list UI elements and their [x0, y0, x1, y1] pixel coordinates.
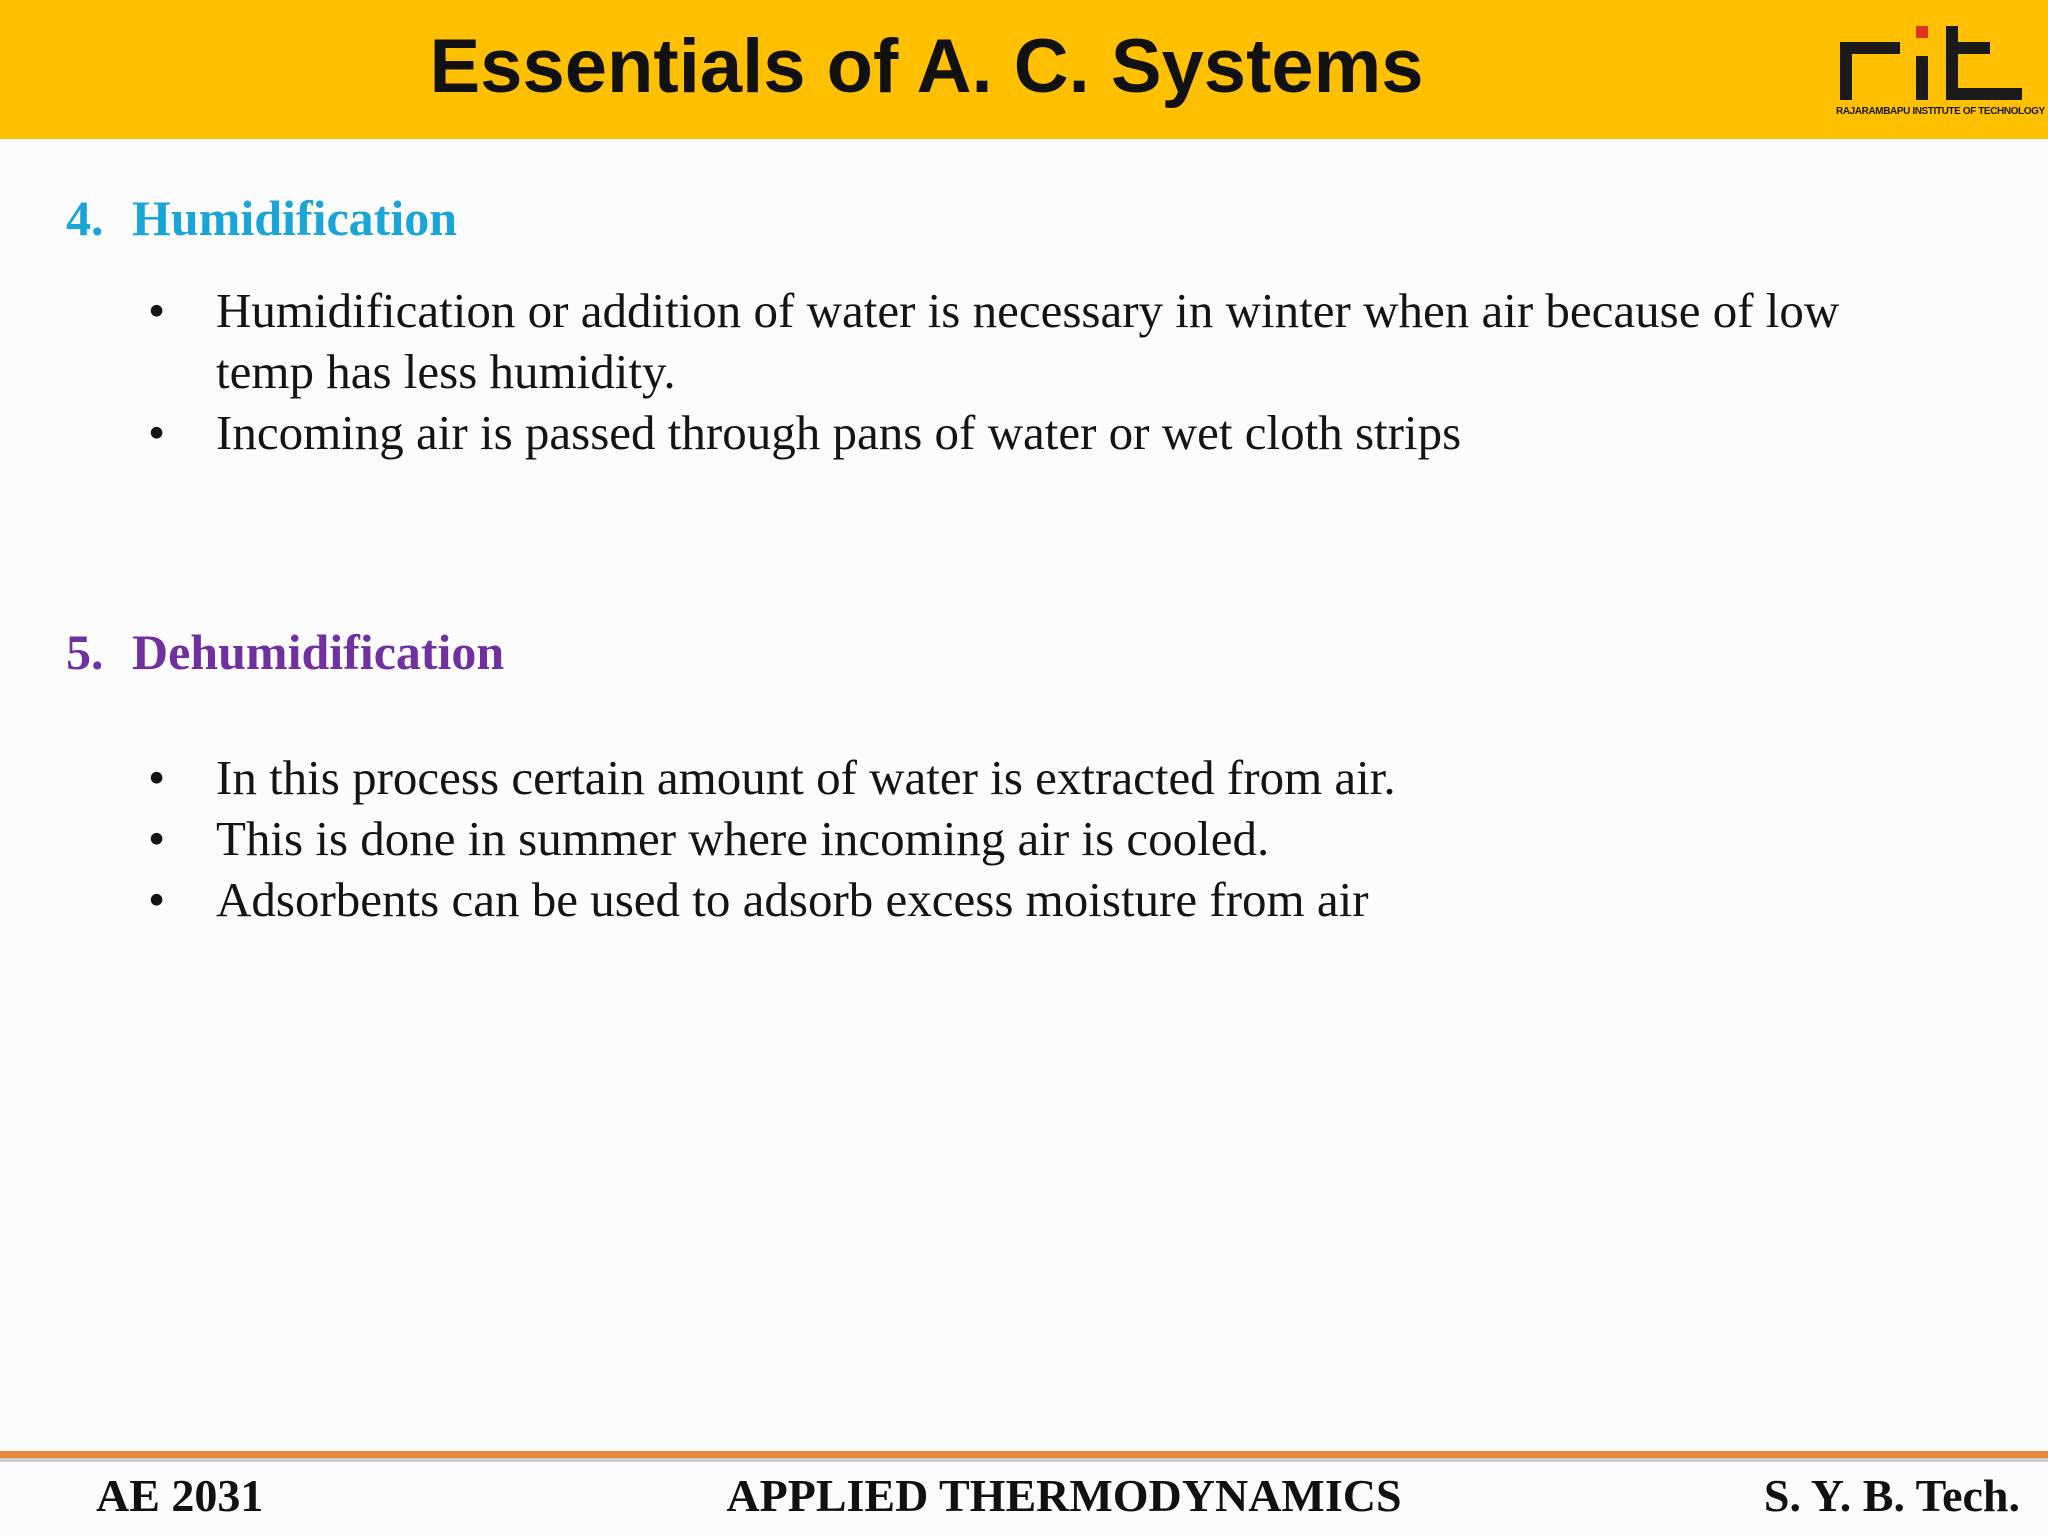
slide-title: Essentials of A. C. Systems: [429, 24, 1424, 109]
section-title: Dehumidification: [132, 624, 505, 680]
dehumidification-bullet-list: [148, 747, 1856, 930]
section-number: 4.: [66, 190, 104, 246]
bullet-icon: •: [148, 811, 166, 866]
list-item-text: This is done in summer where incoming air is cooled.: [216, 811, 1270, 866]
list-item-text: Humidification or addition of water is necessary in winter when air because of low temp has less humidity.: [216, 283, 1840, 399]
footer-course-code: AE 2031: [96, 1470, 264, 1521]
list-item-text: Incoming air is passed through pans of water or wet cloth strips: [216, 405, 1462, 460]
section-number: 5.: [66, 624, 104, 680]
list-item: [148, 747, 1856, 808]
footer-class: S. Y. B. Tech.: [1763, 1470, 2020, 1521]
section-heading-dehumidification: [66, 622, 504, 682]
footer-divider: [0, 1451, 2048, 1458]
footer-divider-shadow: [0, 1458, 2048, 1462]
list-item: [148, 280, 1856, 402]
bullet-icon: •: [148, 405, 166, 460]
bullet-icon: •: [148, 872, 166, 927]
logo-caption: RAJARAMBAPU INSTITUTE OF TECHNOLOGY: [1836, 106, 2045, 117]
section-heading-humidification: [66, 188, 457, 248]
list-item: [148, 402, 1856, 463]
section-title: Humidification: [132, 190, 458, 246]
bullet-icon: •: [148, 750, 166, 805]
rit-logo-icon: [1836, 22, 2026, 104]
list-item-text: In this process certain amount of water is extracted from air.: [216, 750, 1396, 805]
humidification-bullet-list: [148, 280, 1856, 463]
slide-header: [0, 0, 2048, 139]
list-item: [148, 869, 1856, 930]
footer-course-title: APPLIED THERMODYNAMICS: [726, 1470, 1402, 1521]
bullet-icon: •: [148, 283, 166, 338]
list-item-text: Adsorbents can be used to adsorb excess moisture from air: [216, 872, 1369, 927]
list-item: [148, 808, 1856, 869]
rit-logo: [1836, 22, 2045, 122]
